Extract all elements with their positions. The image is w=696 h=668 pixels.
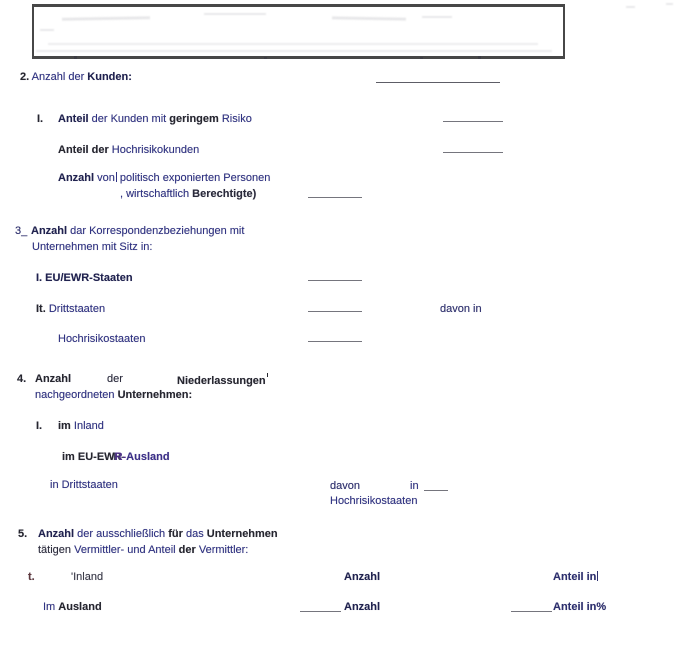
item2-i-label: Anteil der Kunden mit geringem Risiko xyxy=(58,113,252,125)
item5-number: 5. xyxy=(18,528,28,540)
blank-field-drittstaaten[interactable] xyxy=(308,311,362,312)
blank-field-hochrisiko[interactable] xyxy=(308,341,362,342)
item5-row2-anzahl-label: Anzahl xyxy=(344,601,381,613)
scan-artifact xyxy=(36,50,552,52)
scan-artifact xyxy=(48,43,538,45)
item2-iii-label-line2: , wirtschaftlich Berechtigte) xyxy=(120,188,257,200)
item4-number: 4. xyxy=(17,373,27,385)
blank-field-customers-total[interactable] xyxy=(376,82,500,83)
scan-artifact xyxy=(62,16,150,21)
item5-row1-label: 'Inland xyxy=(71,571,104,583)
blank-field-pep-count[interactable] xyxy=(308,197,362,198)
scan-artifact xyxy=(478,56,481,59)
item2-iii-label-line1: Anzahl von politisch exponierten Personen xyxy=(58,172,271,184)
item4-hochrisiko-note: Hochrisikostaaten xyxy=(330,495,418,507)
blank-field-eu-ewr[interactable] xyxy=(308,280,362,281)
item4-heading-word3: Niederlassungen xyxy=(177,375,266,387)
item4-heading-line2: nachgeordneten Unternehmen: xyxy=(35,389,193,401)
scan-artifact xyxy=(74,56,77,59)
blank-field-davon-hochrisiko[interactable] xyxy=(424,490,448,491)
item4-heading-word1: Anzahl xyxy=(35,373,72,385)
scan-artifact xyxy=(626,6,635,8)
item4-davon-note: davon xyxy=(330,480,360,492)
item3-ii-label: It. Drittstaaten xyxy=(36,303,106,315)
blank-field-high-risk-share[interactable] xyxy=(443,152,503,153)
item4-in-note: in xyxy=(410,480,419,492)
item3-heading-line1: Anzahl dar Korrespondenzbeziehungen mit xyxy=(31,225,245,237)
blank-field-ausland-anteil[interactable] xyxy=(511,611,552,612)
item4-ii-label: im EU-EWR-Ausland xyxy=(62,451,170,463)
blank-field-ausland-anzahl[interactable] xyxy=(300,611,341,612)
item5-row1-anteil-label: Anteil in xyxy=(553,571,597,583)
item4-heading-word2: der xyxy=(107,373,123,385)
entry-box[interactable] xyxy=(32,4,565,59)
item2-number: 2. xyxy=(20,71,30,83)
item3-number: 3_ xyxy=(15,225,28,237)
item5-row1-marker: t. xyxy=(28,571,35,583)
scan-artifact xyxy=(40,29,54,31)
scan-artifact xyxy=(666,3,673,5)
item4-i-marker: I. xyxy=(36,420,43,432)
scan-artifact xyxy=(332,16,406,20)
item4-i-label: im Inland xyxy=(58,420,104,432)
item2-ii-label: Anteil der Hochrisikokunden xyxy=(58,144,200,156)
item3-iii-label: Hochrisikostaaten xyxy=(58,333,146,345)
item3-i-label: I. EU/EWR-Staaten xyxy=(36,272,133,284)
scan-artifact xyxy=(420,57,423,59)
item5-row2-label: Im Ausland xyxy=(43,601,102,613)
item2-heading: 2. Anzahl der Kunden: xyxy=(20,71,132,83)
item5-row1-anzahl-label: Anzahl xyxy=(344,571,381,583)
item2-i-marker: I. xyxy=(37,113,44,125)
item5-heading-line2: tätigen Vermittler- und Anteil der Vermittler: xyxy=(38,544,249,556)
scan-artifact xyxy=(264,57,267,59)
item5-row2-anteil-label: Anteil in% xyxy=(553,601,607,613)
blank-field-low-risk-share[interactable] xyxy=(443,121,503,122)
scan-artifact xyxy=(422,16,452,18)
scan-artifact xyxy=(267,373,268,377)
item4-iii-label: in Drittstaaten xyxy=(50,479,118,491)
scan-artifact xyxy=(597,571,598,581)
scan-artifact xyxy=(204,13,266,15)
item5-heading-line1: Anzahl der ausschließlich für das Unternehmen xyxy=(38,528,278,540)
item3-davon-in-note: davon in xyxy=(440,303,482,315)
item3-heading-line2: Unternehmen mit Sitz in: xyxy=(32,241,153,253)
